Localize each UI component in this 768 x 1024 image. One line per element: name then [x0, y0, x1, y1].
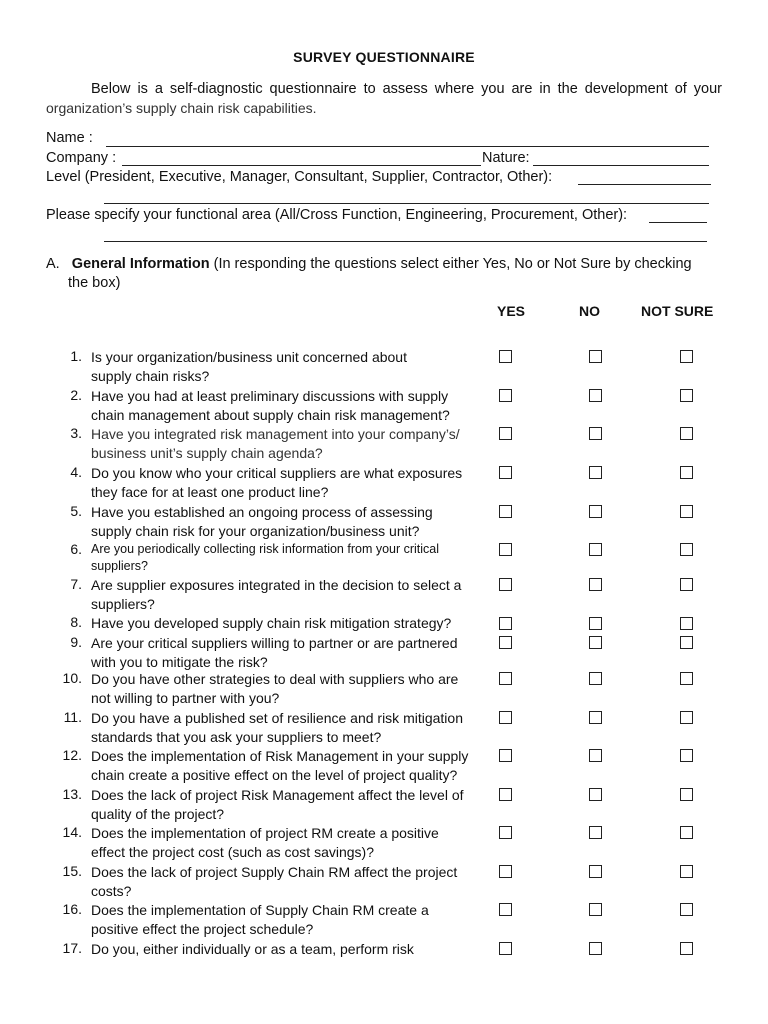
question-text: Have you established an ongoing process of assessing supply chain risk for your organization/business unit? — [91, 504, 433, 539]
question-number: 17. — [62, 940, 82, 956]
question-number: 9. — [70, 634, 82, 650]
intro-line-2: organization’s supply chain risk capabilities. — [46, 100, 317, 116]
question-text: Does the implementation of project RM create a positive effect the project cost (such as cost savings)? — [91, 825, 439, 860]
section-a-title: General Information — [71, 256, 210, 272]
q2-no-checkbox[interactable] — [589, 389, 602, 402]
section-a-instruction: (In responding the questions select either Yes, No or Not Sure by checking — [213, 256, 692, 272]
q10-not-sure-checkbox[interactable] — [680, 672, 693, 685]
level-field-label: Level (President, Executive, Manager, Consultant, Supplier, Contractor, Other): — [46, 169, 553, 185]
question-text: Does the lack of project Risk Management affect the level of quality of the project? — [91, 787, 464, 822]
question-text: Do you have a published set of resilience and risk mitigation standards that you ask your suppliers to meet? — [91, 710, 463, 745]
nature-input-line[interactable] — [533, 165, 709, 166]
q9-yes-checkbox[interactable] — [499, 636, 512, 649]
question-text: Have you developed supply chain risk mitigation strategy? — [91, 615, 452, 631]
q5-yes-checkbox[interactable] — [499, 505, 512, 518]
question-text: Have you had at least preliminary discussions with supply chain management about supply chain risk management? — [91, 388, 450, 423]
question-text: Are your critical suppliers willing to partner or are partnered with you to mitigate the risk? — [91, 635, 458, 670]
q17-yes-checkbox[interactable] — [499, 942, 512, 955]
q9-no-checkbox[interactable] — [589, 636, 602, 649]
q7-yes-checkbox[interactable] — [499, 578, 512, 591]
question-number: 13. — [62, 786, 82, 802]
q13-no-checkbox[interactable] — [589, 788, 602, 801]
question-number: 3. — [70, 425, 82, 441]
q3-no-checkbox[interactable] — [589, 427, 602, 440]
q12-not-sure-checkbox[interactable] — [680, 749, 693, 762]
q15-yes-checkbox[interactable] — [499, 865, 512, 878]
q5-not-sure-checkbox[interactable] — [680, 505, 693, 518]
question-text: Does the lack of project Supply Chain RM affect the project costs? — [91, 864, 458, 899]
q6-no-checkbox[interactable] — [589, 543, 602, 556]
column-header-no: NO — [579, 303, 600, 319]
q10-yes-checkbox[interactable] — [499, 672, 512, 685]
question-number: 1. — [70, 348, 82, 364]
q6-yes-checkbox[interactable] — [499, 543, 512, 556]
question-number: 10. — [62, 670, 82, 686]
q17-not-sure-checkbox[interactable] — [680, 942, 693, 955]
functional-area-input-line-2[interactable] — [104, 241, 707, 242]
q13-yes-checkbox[interactable] — [499, 788, 512, 801]
question-text: Are supplier exposures integrated in the decision to select a suppliers? — [91, 577, 462, 612]
q10-no-checkbox[interactable] — [589, 672, 602, 685]
question-text: Are you periodically collecting risk information from your critical suppliers? — [91, 542, 440, 573]
q3-not-sure-checkbox[interactable] — [680, 427, 693, 440]
question-number: 16. — [62, 901, 82, 917]
q9-not-sure-checkbox[interactable] — [680, 636, 693, 649]
question-text: Do you, either individually or as a team, perform risk — [91, 941, 414, 957]
section-a-heading — [46, 256, 692, 272]
q16-not-sure-checkbox[interactable] — [680, 903, 693, 916]
name-input-line[interactable] — [106, 146, 709, 147]
q8-yes-checkbox[interactable] — [499, 617, 512, 630]
question-number: 12. — [62, 747, 82, 763]
column-header-yes: YES — [497, 303, 526, 319]
section-a-instruction-cont: the box) — [68, 275, 121, 291]
q5-no-checkbox[interactable] — [589, 505, 602, 518]
q3-yes-checkbox[interactable] — [499, 427, 512, 440]
q12-no-checkbox[interactable] — [589, 749, 602, 762]
q11-not-sure-checkbox[interactable] — [680, 711, 693, 724]
intro-line-1: Below is a self-diagnostic questionnaire to assess where you are in the development of your — [91, 81, 722, 97]
question-text: Does the implementation of Supply Chain RM create a positive effect the project schedule? — [91, 902, 429, 937]
q8-not-sure-checkbox[interactable] — [680, 617, 693, 630]
question-number: 14. — [62, 824, 82, 840]
level-input-line-2[interactable] — [104, 203, 709, 204]
column-header-not-sure: NOT SURE — [641, 303, 714, 319]
question-text: Have you integrated risk management into your company’s/ business unit’s supply chain agenda? — [91, 426, 460, 461]
question-text: Do you know who your critical suppliers are what exposures they face for at least one product line? — [91, 465, 463, 500]
q4-no-checkbox[interactable] — [589, 466, 602, 479]
question-number: 11. — [63, 709, 82, 725]
question-number: 6. — [70, 541, 82, 557]
q4-yes-checkbox[interactable] — [499, 466, 512, 479]
q4-not-sure-checkbox[interactable] — [680, 466, 693, 479]
q11-no-checkbox[interactable] — [589, 711, 602, 724]
question-number: 4. — [70, 464, 82, 480]
question-text: Is your organization/business unit concerned about supply chain risks? — [91, 349, 407, 384]
q13-not-sure-checkbox[interactable] — [680, 788, 693, 801]
question-text: Do you have other strategies to deal with suppliers who are not willing to partner with you? — [91, 671, 459, 706]
company-input-line[interactable] — [122, 165, 481, 166]
section-a-letter: A. — [46, 256, 60, 272]
nature-field-label: Nature: — [482, 150, 530, 166]
q8-no-checkbox[interactable] — [589, 617, 602, 630]
q2-not-sure-checkbox[interactable] — [680, 389, 693, 402]
q11-yes-checkbox[interactable] — [499, 711, 512, 724]
q16-no-checkbox[interactable] — [589, 903, 602, 916]
company-field-label: Company : — [46, 150, 117, 166]
q16-yes-checkbox[interactable] — [499, 903, 512, 916]
q14-no-checkbox[interactable] — [589, 826, 602, 839]
q7-no-checkbox[interactable] — [589, 578, 602, 591]
question-number: 15. — [62, 863, 82, 879]
q1-not-sure-checkbox[interactable] — [680, 350, 693, 363]
q12-yes-checkbox[interactable] — [499, 749, 512, 762]
q14-yes-checkbox[interactable] — [499, 826, 512, 839]
question-number: 8. — [70, 614, 82, 630]
q15-no-checkbox[interactable] — [589, 865, 602, 878]
q15-not-sure-checkbox[interactable] — [680, 865, 693, 878]
q2-yes-checkbox[interactable] — [499, 389, 512, 402]
functional-area-label: Please specify your functional area (All/Cross Function, Engineering, Procurement, Other): — [46, 207, 628, 223]
page-title: SURVEY QUESTIONNAIRE — [293, 49, 475, 65]
functional-area-input-line[interactable] — [649, 222, 707, 223]
question-number: 7. — [70, 576, 82, 592]
level-input-line[interactable] — [578, 184, 711, 185]
q7-not-sure-checkbox[interactable] — [680, 578, 693, 591]
q6-not-sure-checkbox[interactable] — [680, 543, 693, 556]
q1-yes-checkbox[interactable] — [499, 350, 512, 363]
q17-no-checkbox[interactable] — [589, 942, 602, 955]
question-number: 2. — [70, 387, 82, 403]
name-field-label: Name : — [46, 130, 93, 146]
question-text: Does the implementation of Risk Management in your supply chain create a positive effect on the level of project quality? — [91, 748, 469, 783]
q1-no-checkbox[interactable] — [589, 350, 602, 363]
question-number: 5. — [70, 503, 82, 519]
q14-not-sure-checkbox[interactable] — [680, 826, 693, 839]
